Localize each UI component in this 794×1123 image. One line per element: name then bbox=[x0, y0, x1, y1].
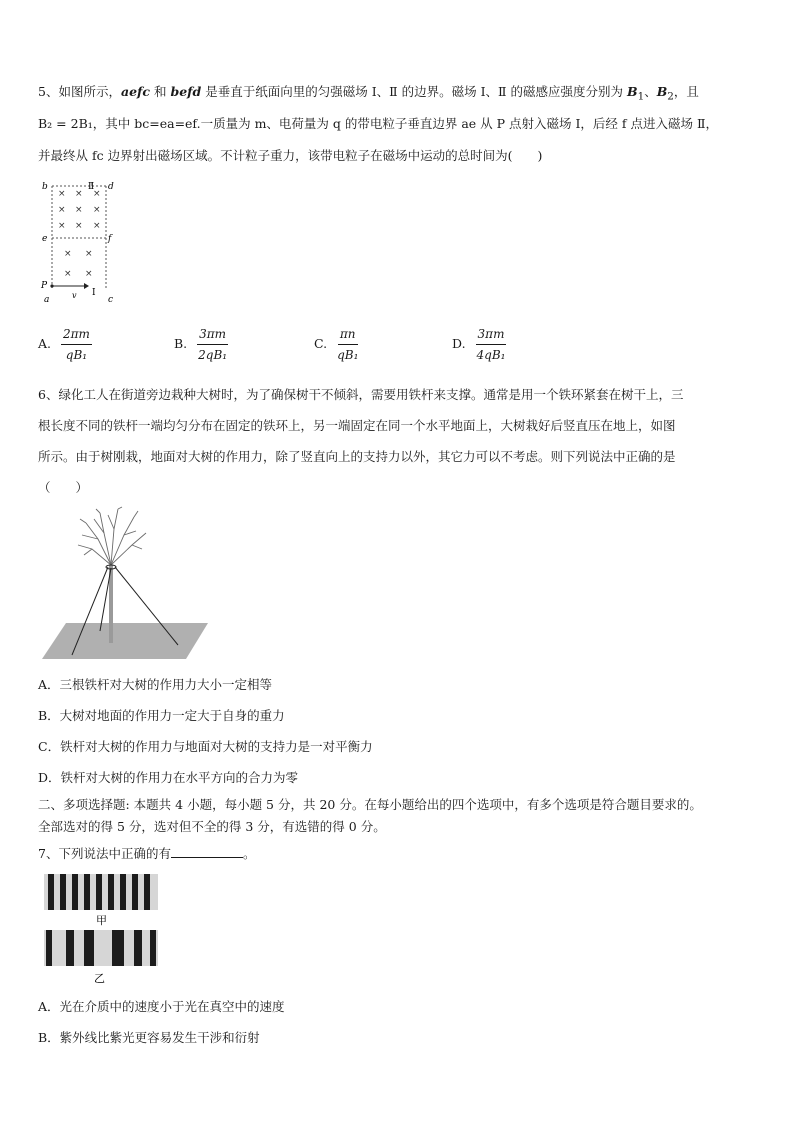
denominator: qB₁ bbox=[65, 348, 88, 362]
q6-stem-line-3: 所示。由于树刚栽，地面对大树的作用力，除了竖直向上的支持力以外，其它力可以不考虑。则下列说法中正确的是 bbox=[38, 449, 676, 464]
q5-text: 5、如图所示， bbox=[38, 84, 121, 99]
q6-stem-line-4: （ ） bbox=[38, 480, 89, 495]
cross: × bbox=[85, 269, 93, 279]
q7-stem bbox=[38, 845, 255, 862]
label-region-i: Ⅰ bbox=[92, 288, 96, 298]
fraction bbox=[197, 326, 228, 363]
cross: × bbox=[85, 249, 93, 259]
cross: × bbox=[75, 189, 83, 199]
q6-option-d[interactable]: D．铁杆对大树的作用力在水平方向的合力为零 bbox=[38, 770, 299, 785]
fraction bbox=[61, 326, 92, 363]
q7-stem-text: 7、下列说法中正确的有 bbox=[38, 846, 171, 861]
label-f: f bbox=[108, 234, 112, 244]
q7-option-a[interactable]: A．光在介质中的速度小于光在真空中的速度 bbox=[38, 999, 285, 1014]
cross: × bbox=[75, 221, 83, 231]
q5-befd: befd bbox=[170, 84, 202, 99]
magnetic-field-diagram bbox=[38, 178, 128, 304]
cross: × bbox=[75, 205, 83, 215]
fraction bbox=[337, 326, 358, 363]
q5-and: 和 bbox=[150, 84, 171, 99]
q5-text-c: ，且 bbox=[673, 84, 699, 99]
q5-sep: 、 bbox=[644, 84, 657, 99]
q6-stem-line-2: 根长度不同的铁杆一端均匀分布在固定的铁环上，另一端固定在同一个水平地面上，大树栽好后竖直压在地上，如图 bbox=[38, 418, 676, 433]
label-b: b bbox=[42, 182, 48, 192]
q7-option-b[interactable]: B．紫外线比紫光更容易发生干涉和衍射 bbox=[38, 1030, 260, 1045]
q5-option-d[interactable] bbox=[452, 326, 506, 363]
numerator: 3πm bbox=[476, 326, 507, 345]
cross: × bbox=[93, 189, 101, 199]
section2-heading-line-1: 二、多项选择题: 本题共 4 小题，每小题 5 分，共 20 分。在每小题给出的四个选项中，有多个选项是符合题目要求的。 bbox=[38, 797, 702, 812]
fringe-pattern-jia bbox=[48, 874, 150, 910]
cross: × bbox=[58, 189, 66, 199]
option-label: B. bbox=[174, 336, 188, 351]
q5-b1-sub: 1 bbox=[637, 90, 645, 103]
label-d: d bbox=[108, 182, 114, 192]
q5-b2: B bbox=[656, 84, 668, 99]
q5-option-b[interactable] bbox=[174, 326, 228, 363]
q6-option-a[interactable]: A．三根铁杆对大树的作用力大小一定相等 bbox=[38, 677, 273, 692]
numerator: πn bbox=[338, 326, 358, 345]
q5-stem-line-3: 并最终从 fc 边界射出磁场区域。不计粒子重力，该带电粒子在磁场中运动的总时间为( ) bbox=[38, 148, 543, 163]
q5-text-b: 是垂直于纸面向里的匀强磁场 Ⅰ、Ⅱ 的边界。磁场 Ⅰ、Ⅱ 的磁感应强度分别为 bbox=[201, 84, 627, 99]
cross: × bbox=[64, 269, 72, 279]
field-crosses-ii bbox=[58, 189, 101, 231]
cross: × bbox=[58, 205, 66, 215]
denominator: qB₁ bbox=[337, 348, 359, 362]
q6-option-b[interactable]: B．大树对地面的作用力一定大于自身的重力 bbox=[38, 708, 285, 723]
cross: × bbox=[64, 249, 72, 259]
q5-aefc: aefc bbox=[120, 84, 151, 99]
q5-option-a[interactable] bbox=[38, 326, 92, 363]
label-p: P bbox=[41, 281, 48, 291]
cross: × bbox=[93, 205, 101, 215]
q5-option-c[interactable] bbox=[314, 326, 358, 363]
fringe-patterns-figure bbox=[44, 874, 158, 984]
tree-branches bbox=[78, 507, 146, 565]
cross: × bbox=[93, 221, 101, 231]
q7-stem-end: 。 bbox=[242, 846, 256, 861]
q6-option-c[interactable]: C．铁杆对大树的作用力与地面对大树的支持力是一对平衡力 bbox=[38, 739, 373, 754]
field-crosses-i bbox=[64, 249, 93, 279]
option-label: C. bbox=[314, 336, 328, 351]
option-label: D. bbox=[452, 336, 466, 351]
denominator: 4qB₁ bbox=[476, 348, 506, 362]
label-yi: 乙 bbox=[94, 972, 105, 984]
ground-plane bbox=[42, 623, 208, 659]
label-c: c bbox=[108, 295, 114, 304]
label-jia: 甲 bbox=[96, 914, 107, 927]
label-region-ii: Ⅱ bbox=[88, 182, 95, 192]
label-v: v bbox=[72, 291, 77, 300]
label-a: a bbox=[44, 295, 50, 304]
q5-stem-line-2: B₂ = 2B₁，其中 bc=ea=ef.一质量为 m、电荷量为 q 的带电粒子垂直边界 ae 从 P 点射入磁场 Ⅰ，后经 f 点进入磁场 Ⅱ， bbox=[38, 116, 718, 131]
q5-b1: B bbox=[627, 84, 638, 99]
section2-heading-line-2: 全部选对的得 5 分，选对但不全的得 3 分，有选错的得 0 分。 bbox=[38, 819, 386, 834]
fraction bbox=[476, 326, 507, 363]
cross: × bbox=[58, 221, 66, 231]
label-e: e bbox=[42, 234, 48, 244]
numerator: 3πm bbox=[197, 326, 228, 345]
tree-support-figure bbox=[38, 505, 214, 663]
denominator: 2qB₁ bbox=[198, 348, 228, 362]
answer-blank[interactable] bbox=[171, 845, 243, 858]
q6-stem-line-1: 6、绿化工人在街道旁边栽种大树时，为了确保树干不倾斜，需要用铁杆来支撑。通常是用一个铁环紧套在树干上，三 bbox=[38, 387, 684, 402]
option-label: A. bbox=[38, 336, 52, 351]
numerator: 2πm bbox=[61, 326, 92, 345]
q5-b2-sub: 2 bbox=[667, 90, 674, 103]
q5-stem-line-1 bbox=[38, 84, 699, 105]
